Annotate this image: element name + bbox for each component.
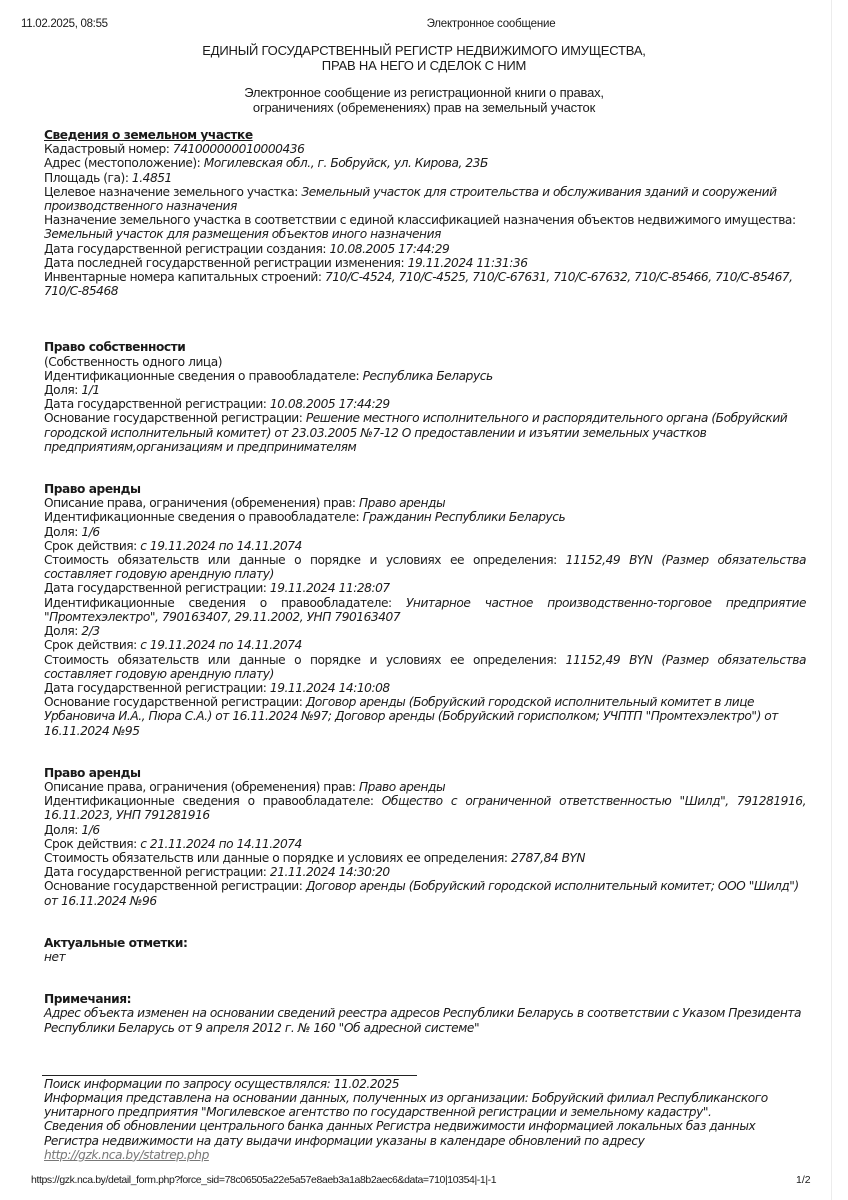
field-label: Основание государственной регистрации: [44,695,306,710]
field-label: Стоимость обязательств или данные о порядке и условиях ее определения: [44,850,511,865]
lease-term [44,638,806,652]
ownership-reg-date [44,397,806,411]
statrep-link[interactable]: http://gzk.nca.by/statrep.php [44,1147,209,1162]
lease-title: Право аренды [44,765,141,780]
register-title [0,43,848,73]
field-value: 19.11.2024 14:10:08 [269,680,390,695]
field-label: Доля: [44,624,82,639]
field-label: Инвентарные номера капитальных строений: [44,270,325,285]
field-label: Назначение земельного участка в соответствии с единой классификацией назначения объектов недвижимого имущества: [44,213,796,228]
field-label: Стоимость обязательств или данные о порядке и условиях ее определения: [44,553,566,568]
lease-holder [44,510,806,524]
lease-share [44,525,806,539]
field-value: 710/С-4524, 710/С-4525, 710/С-67631, 710/С-67632, 710/С-85466, 710/С-85467, 710/С-85468 [44,270,793,299]
field-value: Право аренды [358,779,446,794]
field-value: 1/6 [81,822,100,837]
field-value: 1/1 [81,383,100,398]
field-value: Договор аренды (Бобруйский городской исполнительный комитет; ООО "Шилд") от 16.11.2024 №96 [44,879,799,908]
cadastral-number [44,142,806,156]
document-footer [44,1075,806,1162]
footer-divider [42,1075,417,1076]
lease-title: Право аренды [44,482,141,497]
field-value: 11152,49 BYN (Размер обязательства составляет годовую арендную плату) [44,553,806,582]
last-change-registration-date [44,256,806,270]
field-value: Унитарное частное производственно-торговое предприятие "Промтехэлектро", 790163407, 29.11.2002, УНП 790163407 [44,595,806,624]
message-subtitle [0,85,848,115]
actual-marks-section [44,936,806,964]
ownership-share [44,383,806,397]
message-subtitle-line1: Электронное сообщение из регистрационной книги о правах, [244,85,604,100]
field-label: Срок действия: [44,638,141,653]
address [44,156,806,170]
field-label: Описание права, ограничения (обременения) прав: [44,779,359,794]
field-value: Право аренды [358,496,446,511]
register-title-line2: ПРАВ НА НЕГО И СДЕЛОК С НИМ [321,58,527,73]
field-label: Дата последней государственной регистрации изменения: [44,255,408,270]
lease-holder [44,794,806,822]
field-label: Дата государственной регистрации: [44,680,270,695]
field-label: Дата государственной регистрации: [44,865,270,880]
land-plot-title: Сведения о земельном участке [44,128,253,142]
ownership-holder [44,369,806,383]
lease-description [44,780,806,794]
lease-cost [44,553,806,581]
field-label: Описание права, ограничения (обременения) прав: [44,496,359,511]
field-value: Земельный участок для размещения объектов иного назначения [44,227,441,242]
field-value: Земельный участок для строительства и обслуживания зданий и сооружений производственного назначения [44,184,777,214]
field-value: Гражданин Республики Беларусь [362,510,566,525]
classification [44,213,806,241]
lease-basis [44,695,806,738]
field-value: Общество с ограниченной ответственностью "Шилд", 791281916, 16.11.2023, УНП 791281916 [44,794,807,823]
field-value: с 19.11.2024 по 14.11.2074 [140,538,302,553]
field-label: Срок действия: [44,836,141,851]
area [44,171,806,185]
ownership-type: (Собственность одного лица) [44,354,223,369]
lease-term [44,539,806,553]
lease-term [44,837,806,851]
field-value: 19.11.2024 11:31:36 [407,255,528,270]
field-value: Решение местного исполнительного и распорядительного органа (Бобруйский городской исполнительный комитет) от 23.03.2005 №7-12 О предоставлении и изъятии земельных участков предприятиям,организациям и предпринимателям [44,411,788,454]
ownership-title: Право собственности [44,340,186,355]
field-value: Договор аренды (Бобруйский городской исполнительный комитет в лице Урбановича И.А., Пюра С.А.) от 16.11.2024 №97; Договор аренды (Бобруйский горисполком; УЧПТП "Промтехэлектро") от 16.11.2024 №95 [44,695,778,738]
field-label: Площадь (га): [44,170,132,185]
field-value: 1.4851 [131,170,172,185]
actual-marks-value: нет [44,949,66,964]
purpose [44,185,806,213]
lease-reg-date [44,865,806,879]
field-value: с 19.11.2024 по 14.11.2074 [140,638,302,653]
field-value: 1/6 [81,524,100,539]
lease-reg-date [44,681,806,695]
field-label: Дата государственной регистрации: [44,581,270,596]
field-label: Идентификационные сведения о правообладателе: [44,368,363,383]
field-label: Основание государственной регистрации: [44,879,306,894]
field-value: с 21.11.2024 по 14.11.2074 [140,836,302,851]
field-value: Республика Беларусь [362,368,493,383]
search-date: Поиск информации по запросу осуществлялся: 11.02.2025 [44,1076,400,1091]
field-label: Основание государственной регистрации: [44,411,306,426]
field-label: Целевое назначение земельного участка: [44,184,302,199]
lease-reg-date [44,581,806,595]
lease-holder-1 [44,510,806,595]
print-doc-type: Электронное сообщение [426,18,556,30]
lease-basis [44,879,806,907]
field-label: Идентификационные сведения о правообладателе: [44,794,382,809]
field-value: 10.08.2005 17:44:29 [329,241,450,256]
lease-section-1 [44,482,806,738]
land-plot-section [44,128,806,298]
field-value: 2/3 [81,624,100,639]
field-value: 21.11.2024 14:30:20 [269,865,390,880]
lease-cost [44,653,806,681]
inventory-numbers [44,270,806,298]
creation-registration-date [44,242,806,256]
lease-description [44,496,806,510]
field-label: Идентификационные сведения о правообладателе: [44,510,363,525]
notes-section [44,992,806,1035]
lease-section-2 [44,766,806,908]
update-info: Сведения об обновлении центрального банка данных Регистра недвижимости информацией локальных баз данных Регистра недвижимости на дату выдачи информации указаны в календаре обновлений по адресу [44,1119,756,1148]
document-body [44,128,806,1162]
field-value: 2787,84 BYN [510,850,585,865]
field-label: Стоимость обязательств или данные о порядке и условиях ее определения: [44,652,566,667]
ownership-section [44,340,806,454]
lease-share [44,624,806,638]
print-url: https://gzk.nca.by/detail_form.php?force_sid=78c06505a22e5a57e8aeb3a1a8b2aec6&data=710|10354|-1|-1 [31,1174,497,1186]
field-label: Идентификационные сведения о правообладателе: [44,595,406,610]
field-value: 10.08.2005 17:44:29 [269,397,390,412]
field-value: 11152,49 BYN (Размер обязательства составляет годовую арендную плату) [44,652,806,681]
field-value: Могилевская обл., г. Бобруйск, ул. Кирова, 23Б [203,156,488,171]
ownership-basis [44,411,806,454]
notes-title: Примечания: [44,992,131,1007]
field-label: Дата государственной регистрации: [44,397,270,412]
notes-value: Адрес объекта изменен на основании сведений реестра адресов Республики Беларусь в соответствии с Указом Президента Республики Беларусь от 9 апреля 2012 г. № 160 "Об адресной системе" [44,1006,802,1035]
field-label: Кадастровый номер: [44,142,173,157]
register-title-line1: ЕДИНЫЙ ГОСУДАРСТВЕННЫЙ РЕГИСТР НЕДВИЖИМОГО ИМУЩЕСТВА, [202,43,646,58]
lease-holder [44,596,806,624]
field-value: 741000000010000436 [172,142,305,157]
lease-cost [44,851,806,865]
page-edge [831,0,832,1200]
actual-marks-title: Актуальные отметки: [44,935,188,950]
print-datetime: 11.02.2025, 08:55 [21,18,108,30]
field-label: Доля: [44,524,82,539]
field-label: Доля: [44,383,82,398]
message-subtitle-line2: ограничениях (обременениях) прав на земельный участок [252,100,596,115]
page-number: 1/2 [796,1174,811,1186]
lease-share [44,823,806,837]
field-label: Дата государственной регистрации создания: [44,241,330,256]
lease-holder-2 [44,596,806,695]
data-source: Информация представлена на основании данных, полученных из организации: Бобруйский филиал Республиканского унитарного предприятия "Могилевское агентство по государственной регистрации и земельному кадастру". [44,1090,768,1120]
field-label: Адрес (местоположение): [44,156,204,171]
field-value: 19.11.2024 11:28:07 [269,581,390,596]
field-label: Доля: [44,822,82,837]
field-label: Срок действия: [44,538,141,553]
